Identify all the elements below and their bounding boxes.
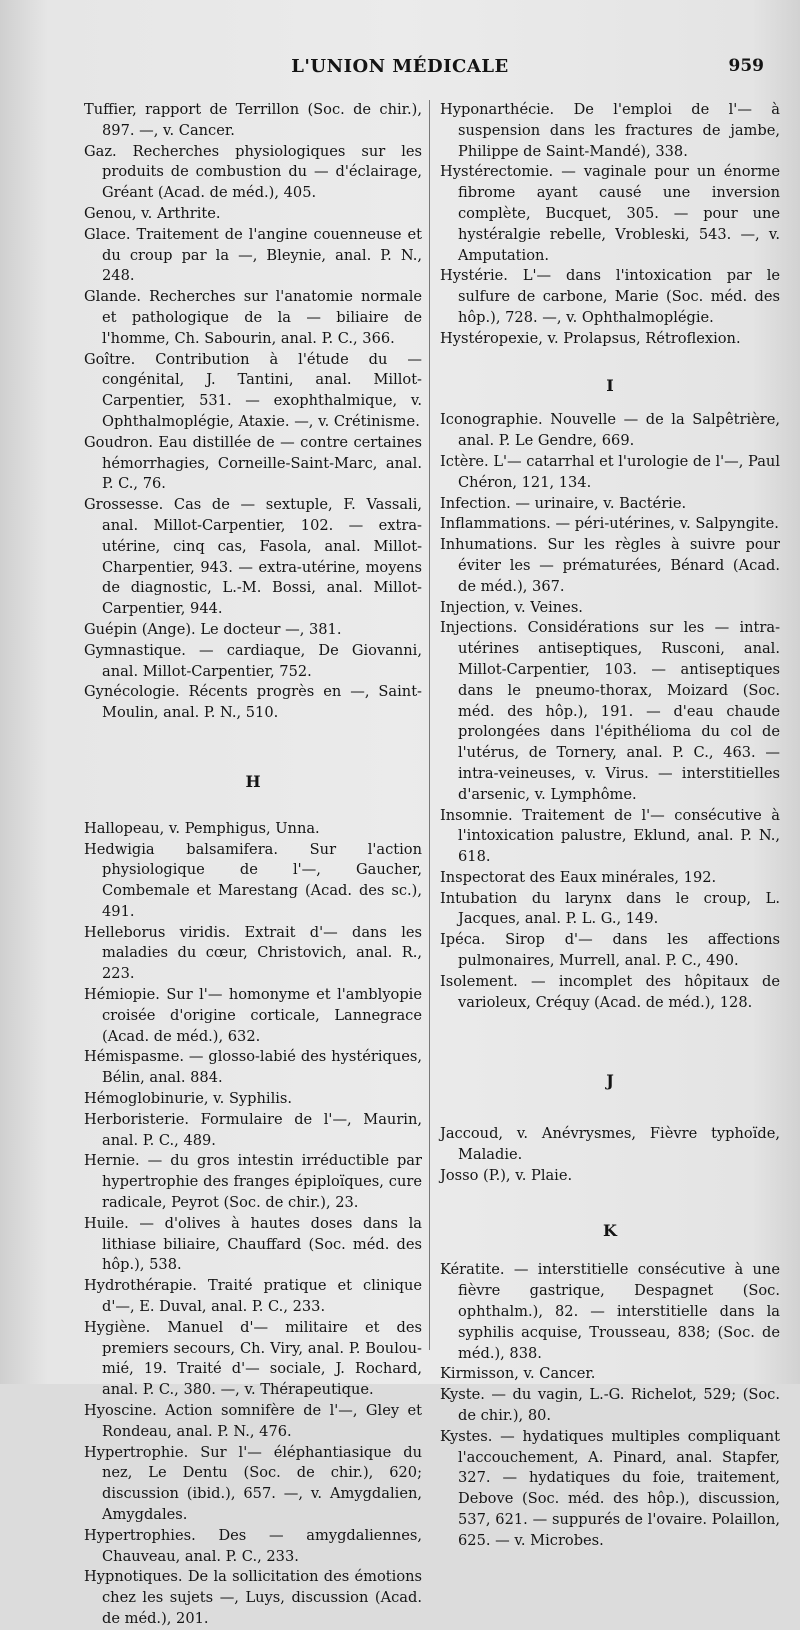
index-entry: Infection. — urinaire, v. Bactérie. [440,494,687,512]
index-entry: Gymnastique. — cardiaque, De Giovanni, anal. Millot-Carpentier, 752. [84,641,422,680]
index-entry: Hystérie. L'— dans l'intoxication par le sulfure de carbone, Marie (Soc. méd. des hôp.), 728. —, v. Ophthalmoplégie. [440,267,780,326]
index-entry: Glace. Traitement de l'angine couenneuse et du croup par la —, Bleynie, anal. P. N., 248. [84,225,422,285]
index-entry: Josso (P.), v. Plaie. [440,1166,573,1184]
index-entry: Hygiène. Manuel d'— militaire et des premiers secours, Ch. Viry, anal. P. Boulou-mié, 19. Traité d'— sociale, J. Rochard, anal. P. C., 380. —, v. Thérapeutique. [84,1318,422,1399]
index-entry: Insomnie. Traitement de l'— consécutive à l'intoxication palustre, Eklund, anal. P. N., 618. [440,806,780,866]
index-entry: Guépin (Ange). Le docteur —, 381. [84,620,342,638]
index-entry: Hémispasme. — glosso-labié des hystériques, Bélin, anal. 884. [84,1048,422,1087]
section-letter: J [606,1071,614,1091]
index-entry: Injection, v. Veines. [440,598,583,616]
index-entry: Inflammations. — péri-utérines, v. Salpyngite. [440,515,779,533]
index-entry: Huile. — d'olives à hautes doses dans la lithiase biliaire, Chauffard (Soc. méd. des hôp.), 538. [84,1214,422,1274]
index-entry: Hyoscine. Action somnifère de l'—, Gley et Rondeau, anal. P. N., 476. [84,1402,422,1440]
index-entry: Tuffier, rapport de Terrillon (Soc. de chir.), 897. —, v. Cancer. [84,101,422,139]
index-entry: Hémiopie. Sur l'— homonyme et l'amblyopie croisée d'origine corticale, Lannegrace (Acad. de méd.), 632. [84,986,422,1045]
index-entry: Inspectorat des Eaux minérales, 192. [440,868,717,886]
index-entry: Injections. Considérations sur les — intra-utérines antiseptiques, Rusconi, anal. Millot-Carpentier, 103. — antiseptiques dans le pneumo-thorax, Moizard (Soc. méd. des hôp.), 191. — d'eau chaude prolongées dans l'épithélioma du col de l'utérus, de Tornery, anal. P. C., 463. — intra-veineuses, v. Virus. — interstitielles d'arsenic, v. Lymphôme. [440,619,780,803]
index-entry: Kératite. — interstitielle consécutive à une fièvre gastrique, Despagnet (Soc. ophthalm.), 82. — interstitielle dans la syphilis acquise, Trousseau, 838; (Soc. de méd.), 838. [440,1261,780,1362]
index-entry: Intubation du larynx dans le croup, L. Jacques, anal. P. L. G., 149. [440,889,780,928]
section-letter: K [603,1220,617,1240]
section-letter: I [606,375,614,395]
index-entry: Gynécologie. Récents progrès en —, Saint-Moulin, anal. P. N., 510. [84,683,422,722]
index-entry: Grossesse. Cas de — sextuple, F. Vassali, anal. Millot-Carpentier, 102. — extra-utérine, cinq cas, Fasola, anal. Millot-Charpentier, 943. — extra-utérine, moyens de diagnostic, L.-M. Bossi, anal. Millot-Carpentier, 944. [84,496,422,618]
index-entry: Ipéca. Sirop d'— dans les affections pulmonaires, Murrell, anal. P. C., 490. [440,931,780,970]
index-entry: Goudron. Eau distillée de — contre certaines hémorrhagies, Corneille-Saint-Marc, anal. P. C., 76. [84,433,422,493]
index-entry: Glande. Recherches sur l'anatomie normale et pathologique de la — biliaire de l'homme, Ch. Sabourin, anal. P. C., 366. [84,288,422,347]
running-header [0,56,800,86]
left-column [84,100,422,1627]
index-entry: Hernie. — du gros intestin irréductible par hypertrophie des franges épiploïques, cure radicale, Peyrot (Soc. de chir.), 23. [84,1152,422,1212]
right-column [440,100,780,1549]
index-entry: Hallopeau, v. Pemphigus, Unna. [84,819,320,837]
journal-title: L'UNION MÉDICALE [291,56,509,77]
index-entry: Ictère. L'— catarrhal et l'urologie de l'—, Paul Chéron, 121, 134. [440,452,780,491]
index-entry: Hydrothérapie. Traité pratique et clinique d'—, E. Duval, anal. P. C., 233. [84,1277,422,1316]
index-entry: Hypertrophies. Des — amygdaliennes, Chauveau, anal. P. C., 233. [84,1526,422,1565]
index-entry: Isolement. — incomplet des hôpitaux de varioleux, Créquy (Acad. de méd.), 128. [440,972,780,1011]
page-number: 959 [728,56,764,76]
index-entry: Kystes. — hydatiques multiples compliquant l'accouchement, A. Pinard, anal. Stapfer, 327. — hydatiques du foie, traitement, Debove (Soc. méd. des hôp.), discussion, 537, 621. — suppurés de l'ovaire. Polaillon, 625. — v. Microbes. [440,1427,780,1549]
index-entry: Genou, v. Arthrite. [84,204,221,222]
index-entry: Hystérectomie. — vaginale pour un énorme fibrome ayant causé une inversion complète, Bucquet, 305. — pour une hystéralgie rebelle, Vrobleski, 543. —, v. Amputation. [440,163,780,264]
index-entry: Goître. Contribution à l'étude du — congénital, J. Tantini, anal. Millot-Carpentier, 531. — exophthalmique, v. Ophthalmoplégie, Ataxie. —, v. Crétinisme. [84,350,422,430]
index-entry: Hémoglobinurie, v. Syphilis. [84,1090,293,1108]
section-letter: H [245,771,261,791]
index-entry: Iconographie. Nouvelle — de la Salpêtrière, anal. P. Le Gendre, 669. [440,411,780,450]
index-entry: Hedwigia balsamifera. Sur l'action physiologique de l'—, Gaucher, Combemale et Marestang (Acad. des sc.), 491. [84,840,422,920]
index-entry: Hypertrophie. Sur l'— éléphantiasique du nez, Le Dentu (Soc. de chir.), 620; discussion (ibid.), 657. —, v. Amygdalien, Amygdales. [84,1443,422,1523]
index-entry: Jaccoud, v. Anévrysmes, Fièvre typhoïde, Maladie. [440,1125,780,1164]
index-entry: Hystéropexie, v. Prolapsus, Rétroflexion. [440,329,741,347]
index-entry: Helleborus viridis. Extrait d'— dans les maladies du cœur, Christovich, anal. R., 223. [84,923,422,983]
index-entry: Kirmisson, v. Cancer. [440,1365,596,1383]
index-entry: Inhumations. Sur les règles à suivre pour éviter les — prématurées, Bénard (Acad. de méd.), 367. [440,536,780,595]
index-entry: Hyponarthécie. De l'emploi de l'— à suspension dans les fractures de jambe, Philippe de Saint-Mandé), 338. [440,101,780,160]
column-divider [429,100,430,1350]
index-entry: Hypnotiques. De la sollicitation des émotions chez les sujets —, Luys, discussion (Acad. de méd.), 201. [84,1568,422,1627]
index-entry: Herboristerie. Formulaire de l'—, Maurin, anal. P. C., 489. [84,1110,422,1149]
index-entry: Gaz. Recherches physiologiques sur les produits de combustion du — d'éclairage, Gréant (Acad. de méd.), 405. [84,142,422,202]
index-entry: Kyste. — du vagin, L.-G. Richelot, 529; (Soc. de chir.), 80. [440,1386,780,1425]
